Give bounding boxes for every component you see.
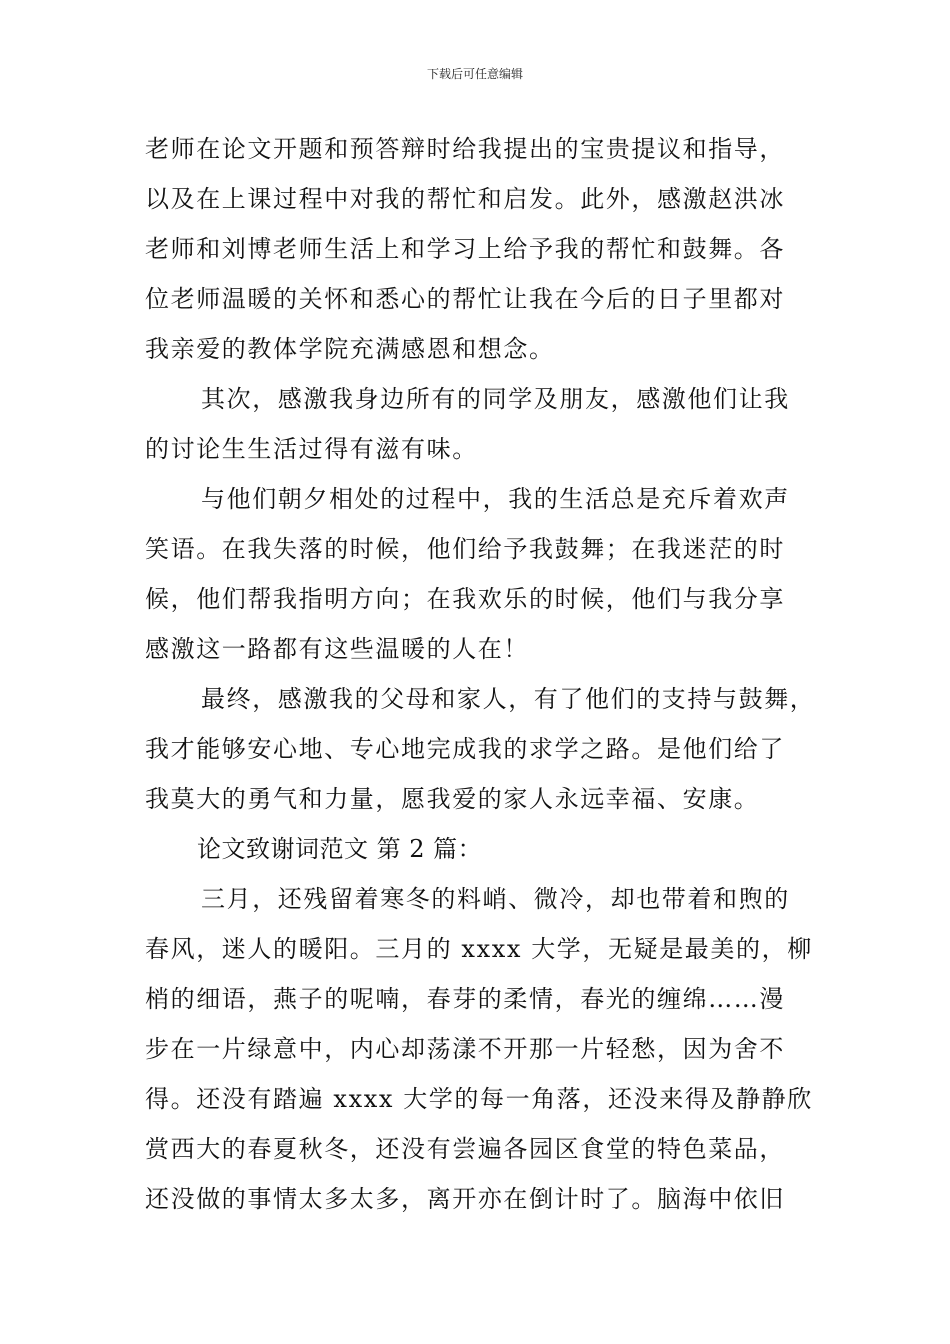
text-line: 还没做的事情太多太多，离开亦在倒计时了。脑海中依旧 — [145, 1185, 785, 1213]
paragraph-start: 三月，还残留着寒冬的料峭、微冷，却也带着和煦的 — [201, 885, 790, 913]
text-line: 感激这一路都有这些温暖的人在！ — [145, 635, 529, 663]
paragraph-start: 与他们朝夕相处的过程中，我的生活总是充斥着欢声 — [201, 485, 790, 513]
page-header: 下载后可任意编辑 — [426, 67, 523, 81]
text-line: 老师和刘博老师生活上和学习上给予我的帮忙和鼓舞。各 — [145, 235, 785, 263]
text-line: 以及在上课过程中对我的帮忙和启发。此外，感激赵洪冰 — [145, 185, 785, 213]
text-line: 我才能够安心地、专心地完成我的求学之路。是他们给了 — [145, 735, 785, 763]
text-line: 我亲爱的教体学院充满感恩和想念。 — [145, 335, 555, 363]
paragraph-start: 其次，感激我身边所有的同学及朋友，感激他们让我 — [201, 385, 790, 413]
text-line: 候，他们帮我指明方向；在我欢乐的时候，他们与我分享 — [145, 585, 785, 613]
document-body — [145, 124, 835, 1224]
paragraph-start: 最终，感激我的父母和家人，有了他们的支持与鼓舞， — [201, 685, 816, 713]
text-line: 的讨论生生活过得有滋有味。 — [145, 435, 478, 463]
text-line: 我莫大的勇气和力量，愿我爱的家人永远幸福、安康。 — [145, 785, 760, 813]
text-line: 梢的细语，燕子的呢喃，春芽的柔情，春光的缠绵……漫 — [145, 985, 785, 1013]
text-line: 赏西大的春夏秋冬，还没有尝遍各园区食堂的特色菜品， — [145, 1135, 785, 1163]
section-heading: 论文致谢词范文 第 2 篇： — [197, 835, 483, 863]
text-line: 步在一片绿意中，内心却荡漾不开那一片轻愁，因为舍不 — [145, 1035, 785, 1063]
text-line: 老师在论文开题和预答辩时给我提出的宝贵提议和指导， — [145, 135, 785, 163]
text-line: 春风，迷人的暖阳。三月的 xxxx 大学，无疑是最美的，柳 — [145, 935, 813, 963]
text-line: 得。还没有踏遍 xxxx 大学的每一角落，还没来得及静静欣 — [145, 1085, 813, 1113]
text-line: 位老师温暖的关怀和悉心的帮忙让我在今后的日子里都对 — [145, 285, 785, 313]
text-line: 笑语。在我失落的时候，他们给予我鼓舞；在我迷茫的时 — [145, 535, 785, 563]
